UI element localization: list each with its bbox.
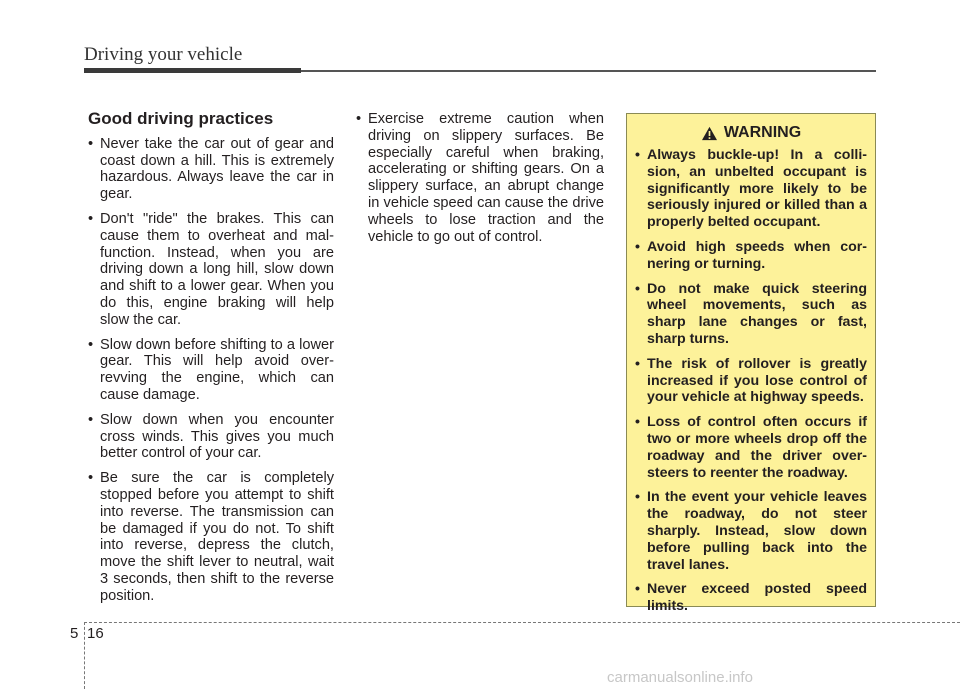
chapter-number: 5 [70,625,79,642]
warning-item: • In the event your vehicle leaves the roadway, do not steer sharply. Instead, slow down before pulling back into the travel lanes. [635,489,867,573]
warning-list [635,147,867,615]
list-item: • Exercise extreme caution when driving on slippery surfaces. Be especially careful when braking, accelerating or shifting gears. On a slippery surface, an abrupt change in vehicle speed can cause the drive wheels to lose traction and the vehicle to go out of control. [356,111,604,245]
watermark: carmanualsonline.info [607,669,753,686]
driving-practices-list [88,136,334,605]
warning-title: WARNING [723,124,802,141]
middle-column [356,111,604,253]
header-rule-thick [84,68,301,73]
footer-divider [84,622,85,689]
list-item: • Never take the car out of gear and coast down a hill. This is extremely hazardous. Always leave the car in gear. [88,136,334,203]
warning-item: • Avoid high speeds when cor-nering or turning. [635,239,867,273]
page-header-title: Driving your vehicle [84,44,243,65]
slippery-surfaces-list [356,111,604,245]
warning-box [626,113,876,615]
left-column [88,111,334,613]
list-item: • Be sure the car is completely stopped before you attempt to shift into reverse. The transmission can be damaged if you do not. To shift into reverse, depress the clutch, move the shift lever to neutral, wait 3 seconds, then shift to the reverse position. [88,470,334,604]
warning-item: • The risk of rollover is greatly increased if you lose control of your vehicle at highway speeds. [635,356,867,406]
list-item: • Slow down when you encounter cross winds. This gives you much better control of your car. [88,412,334,462]
warning-item: • Always buckle-up! In a colli-sion, an unbelted occupant is significantly more likely to be seriously injured or killed than a properly belted occupant. [635,147,867,231]
footer-rule [84,622,960,623]
warning-item: • Never exceed posted speed limits. [635,581,867,615]
warning-item: • Loss of control often occurs if two or more wheels drop off the roadway and the driver over-steers to reenter the roadway. [635,414,867,481]
warning-item: • Do not make quick steering wheel movements, such as sharp lane changes or fast, sharp turns. [635,281,867,348]
list-item: • Don't "ride" the brakes. This can cause them to overheat and mal-function. Instead, when you are driving down a long hill, slow down and shift to a lower gear. When you do this, engine braking will help slow the car. [88,211,334,329]
warning-triangle-icon [701,126,718,141]
section-heading: Good driving practices [88,109,274,128]
warning-header [635,124,867,142]
list-item: • Slow down before shifting to a lower gear. This will help avoid over-revving the engine, which can cause damage. [88,337,334,404]
page-number: 16 [87,625,104,642]
header-rule-thin [301,70,876,72]
